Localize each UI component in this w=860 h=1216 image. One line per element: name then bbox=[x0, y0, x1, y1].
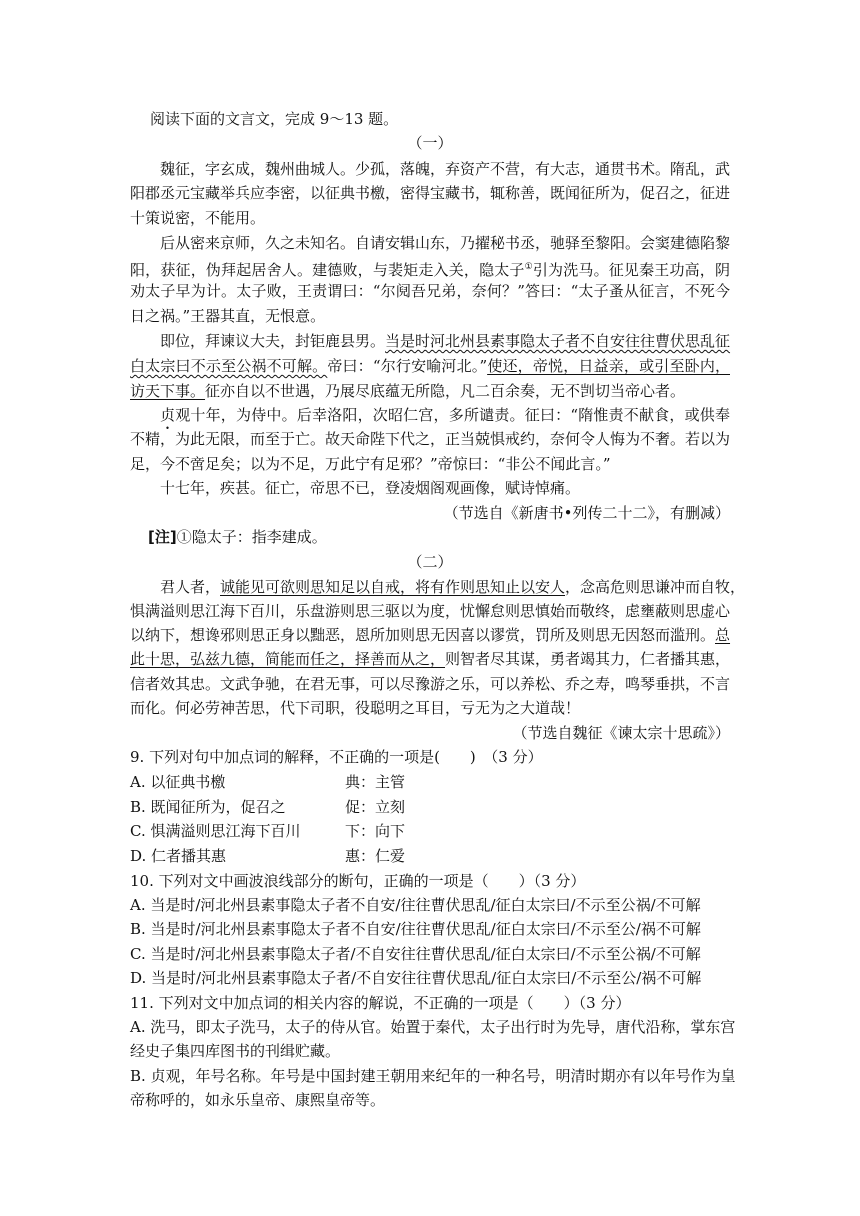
p1-line2: 阳郡丞元宝藏举兵应李密，以征典书檄，密得宝藏书，辄称善，既闻征所为，促召之，征进 bbox=[130, 184, 731, 202]
q10-option-d[interactable]: D. 当是时/河北州县素事隐太子者/不自安往往曹伏思乱/征白太宗曰/不示至公/祸不可解 bbox=[130, 969, 702, 987]
q9-option-a-gloss: 典：主管 bbox=[345, 773, 406, 791]
q11-stem: 11. 下列对文中加点词的相关内容的解说，不正确的一项是（ ）（3 分） bbox=[130, 994, 631, 1012]
p3-line1-wavy bbox=[130, 330, 730, 352]
wavy-segment-line2: 白太宗曰不示至公祸不可解。 bbox=[130, 357, 328, 375]
q9-option-a[interactable] bbox=[130, 771, 225, 793]
p2-line3: 劝太子早为计。太子败，王责谓曰：“尔阋吾兄弟，奈何？”答曰：“太子蚤从征言，不死今 bbox=[130, 282, 730, 300]
p4-line2: 不精，为此无限，而至于亡。故天命陛下代之，正当兢惧戒约，奈何令人悔为不奢。若以为 bbox=[130, 430, 731, 448]
p3-line3 bbox=[130, 380, 685, 402]
q9-a-text: A. 以征典书檄 bbox=[130, 773, 226, 791]
q9-c-text: C. 惧满溢则思江海下百川 bbox=[130, 822, 301, 840]
q10-stem: 10. 下列对文中画波浪线部分的断句，正确的一项是（ ）（3 分） bbox=[130, 872, 586, 890]
note-label: [注] bbox=[148, 528, 177, 546]
q10-option-c[interactable]: C. 当是时/河北州县素事隐太子者/不自安往往曹伏思乱/征白太宗曰/不示至公祸/不可解 bbox=[130, 945, 701, 963]
p1-line1: 魏征，字玄成，魏州曲城人。少孤，落魄，弃资产不营，有大志，通贯书术。隋乱，武 bbox=[160, 160, 731, 178]
p3-underlined-a: 使还，帝悦，日益亲，或引至卧内， bbox=[487, 357, 730, 375]
p4-line3: 足，今不啻足矣；以为不足，万此宁有足邪？”帝惊曰：“非公不闻此言。” bbox=[130, 455, 611, 473]
q9-option-b-gloss: 促：立刻 bbox=[345, 798, 406, 816]
annotation bbox=[148, 526, 327, 548]
p6-line3 bbox=[130, 624, 730, 646]
section-two-title: （二） bbox=[407, 553, 453, 571]
p2-line2-b: 引为洗马。征见秦王功高，阴 bbox=[532, 261, 730, 279]
q9-stem: 9. 下列对句中加点词的解释，不正确的一项是( ) （3 分） bbox=[130, 748, 543, 766]
p6-underlined-a: 诚能见可欲则思知足以自戒，将有作则思知止以安人 bbox=[220, 578, 566, 596]
q10-option-b[interactable]: B. 当是时/河北州县素事隐太子者不自安/往往曹伏思乱/征白太宗曰/不示至公/祸不可解 bbox=[130, 920, 701, 938]
footnote-marker: ① bbox=[524, 262, 533, 272]
q11-option-b-line2: 帝称呼的，如永乐皇帝、康熙皇帝等。 bbox=[130, 1091, 386, 1109]
note-text: ①隐太子：指李建成。 bbox=[176, 528, 327, 546]
dotted-word-zhen: 贞 bbox=[160, 406, 176, 424]
p6-line4 bbox=[130, 648, 730, 670]
p6-line3-a: 以纳下，想谗邪则思正身以黜恶，恩所加则思无因喜以谬赏，罚所及则思无因怒而滥刑。 bbox=[130, 626, 716, 644]
q9-option-c-gloss: 下：向下 bbox=[345, 822, 406, 840]
p6-line5: 信者效其忠。文武争驰，在君无事，可以尽豫游之乐，可以养松、乔之寿，鸣琴垂拱，不言 bbox=[130, 675, 731, 693]
section-one-title: （一） bbox=[407, 134, 453, 152]
q11-option-b-line1[interactable]: B. 贞观，年号名称。年号是中国封建王朝用来纪年的一种名号，明清时期亦有以年号作为皇 bbox=[130, 1067, 736, 1085]
p6-underlined-b: 总 bbox=[715, 626, 731, 644]
q9-b-text: B. 既闻征所为，促召之 bbox=[130, 798, 286, 816]
p1-line3: 十策说密，不能用。 bbox=[130, 209, 266, 227]
q10-option-a[interactable]: A. 当是时/河北州县素事隐太子者不自安/往往曹伏思乱/征白太宗曰/不示至公祸/不可解 bbox=[130, 896, 701, 914]
q9-d-text: D. 仁者播其惠 bbox=[130, 847, 227, 865]
p3-line3-b: 征亦自以不世遇，乃展尽底蕴无所隐，凡二百余奏，无不剀切当帝心者。 bbox=[205, 382, 686, 400]
p2-line2 bbox=[130, 256, 730, 281]
p6-underlined-c: 此十思，弘兹九德，简能而任之，择善而从之， bbox=[130, 650, 446, 668]
source-one: （节选自《新唐书•列传二十二》，有删减） bbox=[443, 504, 730, 522]
p3-line1-pre: 即位，拜谏议大夫，封钜鹿县男。 bbox=[160, 332, 386, 350]
source-two: （节选自魏征《谏太宗十思疏》） bbox=[512, 724, 730, 742]
p6-line1 bbox=[130, 576, 746, 598]
p5: 十七年，疾甚。征亡，帝思不已，登凌烟阁观画像，赋诗悼痛。 bbox=[160, 479, 581, 497]
p4-line1-rest: 观十年，为侍中。后幸洛阳，次昭仁宫，多所谴责。征曰：“隋惟责不献食，或供奉 bbox=[175, 406, 730, 424]
q9-option-d-gloss: 惠：仁爱 bbox=[345, 847, 406, 865]
p6-line1-a: 君人者， bbox=[160, 578, 221, 596]
q9-option-b[interactable] bbox=[130, 796, 286, 818]
p6-line2: 惧满溢则思江海下百川，乐盘游则思三驱以为度，忧懈怠则思慎始而敬终，虑壅蔽则思虚心 bbox=[130, 602, 731, 620]
p6-line6: 而化。何必劳神苦思，代下司职，役聪明之耳目，亏无为之大道哉！ bbox=[130, 699, 581, 717]
p3-line2-a bbox=[130, 357, 487, 375]
q9-option-d[interactable] bbox=[130, 845, 226, 867]
reading-instruction: 阅读下面的文言文，完成 9～13 题。 bbox=[150, 110, 399, 128]
wavy-segment-line1: 当是时河北州县素事隐太子者不自安往往曹伏思乱征 bbox=[385, 332, 731, 350]
p6-line1-b: ，念高危则思谦冲而自牧， bbox=[565, 578, 746, 596]
p3-line2-post: 帝曰：“尔行安喻河北。” bbox=[327, 357, 488, 375]
p6-line4-b: 则智者尽其谋，勇者竭其力，仁者播其惠， bbox=[445, 650, 731, 668]
q11-option-a-line1[interactable]: A. 洗马，即太子洗马，太子的侍从官。始置于秦代，太子出行时为先导，唐代沿称，掌东宫 bbox=[130, 1018, 736, 1036]
p2-line2-a: 阳，获征，伪拜起居舍人。建德败，与裴矩走入关，隐太子 bbox=[130, 261, 525, 279]
p3-line2 bbox=[130, 355, 730, 377]
p2-line4: 日之祸。”王器其直，无恨意。 bbox=[130, 307, 326, 325]
q11-option-a-line2: 经史子集四库图书的刊缉贮藏。 bbox=[130, 1042, 341, 1060]
q9-option-c[interactable] bbox=[130, 820, 300, 842]
p2-line1: 后从密来京师，久之未知名。自请安辑山东，乃擢秘书丞，驰驿至黎阳。会窦建德陷黎 bbox=[160, 234, 731, 252]
p3-underlined-b: 访天下事。 bbox=[130, 382, 206, 400]
